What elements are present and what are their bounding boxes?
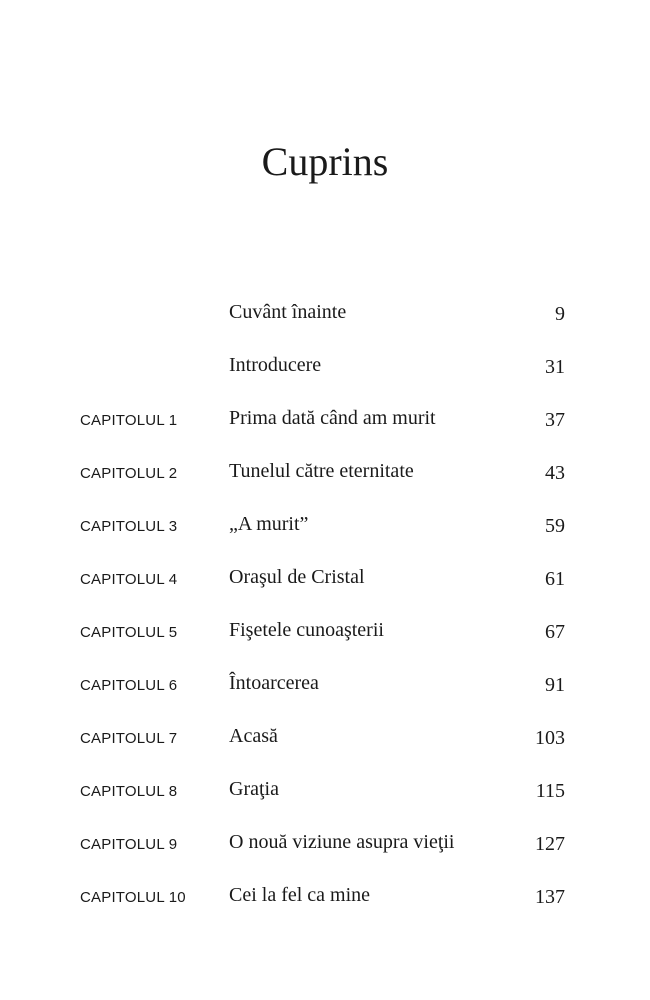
page-number: 91 [545, 674, 565, 696]
page-number: 61 [545, 568, 565, 590]
chapter-label: CAPITOLUL 3 [80, 518, 178, 535]
chapter-label: CAPITOLUL 4 [80, 571, 178, 588]
table-of-contents [0, 288, 650, 924]
entry-title: Oraşul de Cristal [229, 566, 365, 588]
page-number: 127 [535, 833, 565, 855]
toc-entry [0, 394, 650, 447]
entry-title: O nouă viziune asupra vieţii [229, 831, 455, 853]
toc-entry [0, 447, 650, 500]
page-number: 67 [545, 621, 565, 643]
toc-entry [0, 765, 650, 818]
toc-entry [0, 659, 650, 712]
page-number: 115 [535, 780, 565, 802]
page-number: 59 [545, 515, 565, 537]
page-number: 9 [555, 303, 565, 325]
chapter-label: CAPITOLUL 2 [80, 465, 178, 482]
entry-title: Acasă [229, 725, 278, 747]
chapter-label: CAPITOLUL 10 [80, 889, 186, 906]
chapter-label: CAPITOLUL 5 [80, 624, 178, 641]
toc-entry [0, 288, 650, 341]
page-number: 137 [535, 886, 565, 908]
entry-title: „A murit” [229, 513, 309, 535]
toc-entry [0, 871, 650, 924]
entry-title: Introducere [229, 354, 322, 376]
entry-title: Întoarcerea [229, 672, 319, 694]
page-number: 43 [545, 462, 565, 484]
toc-entry [0, 553, 650, 606]
chapter-label: CAPITOLUL 8 [80, 783, 178, 800]
page-title: Cuprins [261, 139, 389, 184]
entry-title: Fişetele cunoaşterii [229, 619, 384, 641]
entry-title: Cei la fel ca mine [229, 884, 371, 906]
toc-entry [0, 341, 650, 394]
page-number: 31 [545, 356, 565, 378]
entry-title: Tunelul către eternitate [229, 460, 414, 482]
toc-entry [0, 500, 650, 553]
page-number: 103 [535, 727, 565, 749]
chapter-label: CAPITOLUL 9 [80, 836, 178, 853]
page-number: 37 [545, 409, 565, 431]
chapter-label: CAPITOLUL 7 [80, 730, 178, 747]
chapter-label: CAPITOLUL 6 [80, 677, 178, 694]
toc-entry [0, 712, 650, 765]
chapter-label: CAPITOLUL 1 [80, 412, 178, 429]
entry-title: Cuvânt înainte [229, 301, 347, 323]
entry-title: Graţia [229, 778, 279, 800]
entry-title: Prima dată când am murit [229, 407, 436, 429]
toc-entry [0, 606, 650, 659]
toc-entry [0, 818, 650, 871]
